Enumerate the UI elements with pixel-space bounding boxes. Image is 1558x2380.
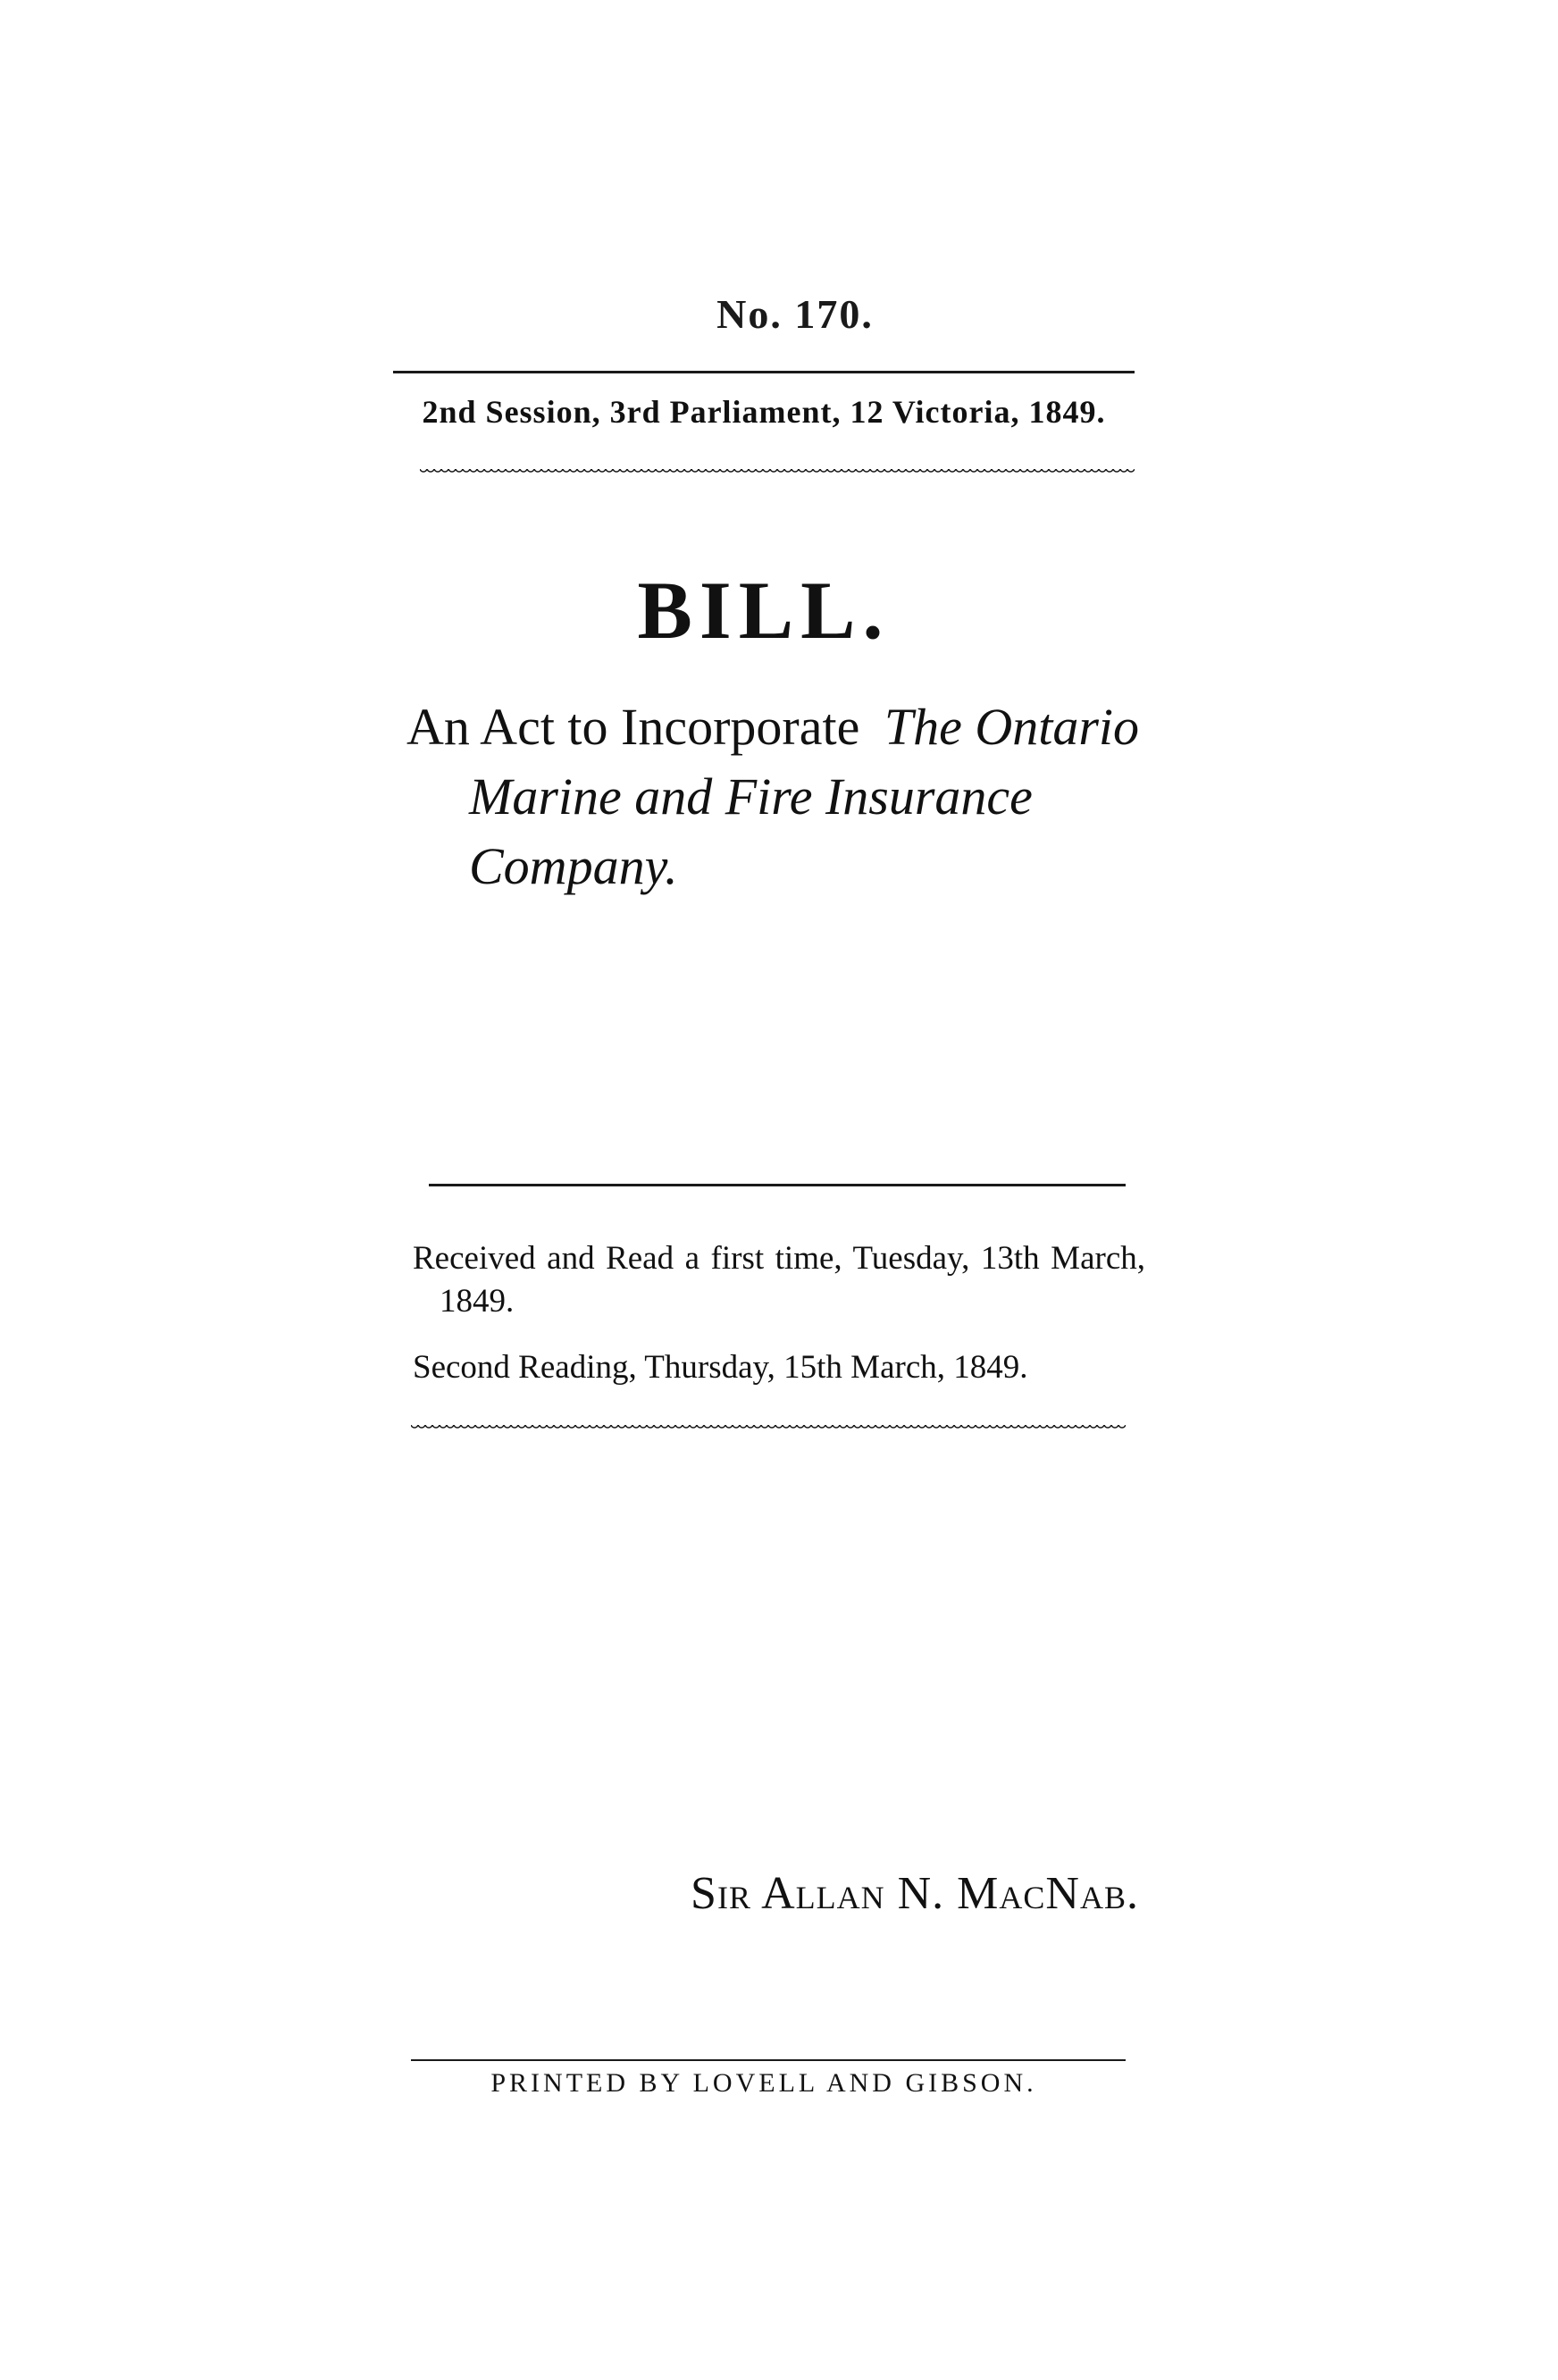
- act-title-company-end: Marine and Fire Insurance Company.: [469, 767, 1033, 895]
- act-title: [406, 692, 1139, 901]
- act-title-prefix: An Act to Incorporate: [406, 698, 860, 756]
- top-rule: [393, 371, 1135, 373]
- readings-wavy-rule: [411, 1425, 1126, 1432]
- bill-number: No. 170.: [716, 291, 874, 337]
- bill-heading: BILL.: [637, 565, 891, 656]
- first-reading-text: Received and Read a first time, Tuesday, 13th March, 1849.: [413, 1240, 1145, 1320]
- act-title-company-start: The Ontario: [884, 698, 1139, 756]
- printer-imprint: PRINTED BY LOVELL AND GIBSON.: [490, 2068, 1037, 2098]
- sponsor-name: Sir Allan N. MacNab.: [691, 1868, 1139, 1919]
- readings-top-rule: [429, 1184, 1126, 1186]
- session-line: 2nd Session, 3rd Parliament, 12 Victoria, 1849.: [422, 394, 1106, 430]
- second-reading-text: Second Reading, Thursday, 15th March, 1849.: [413, 1349, 1028, 1386]
- printer-rule: [411, 2059, 1126, 2061]
- session-wavy-rule: [420, 469, 1135, 476]
- act-title-line-1: [406, 692, 1139, 762]
- reading-record: [413, 1237, 1145, 1389]
